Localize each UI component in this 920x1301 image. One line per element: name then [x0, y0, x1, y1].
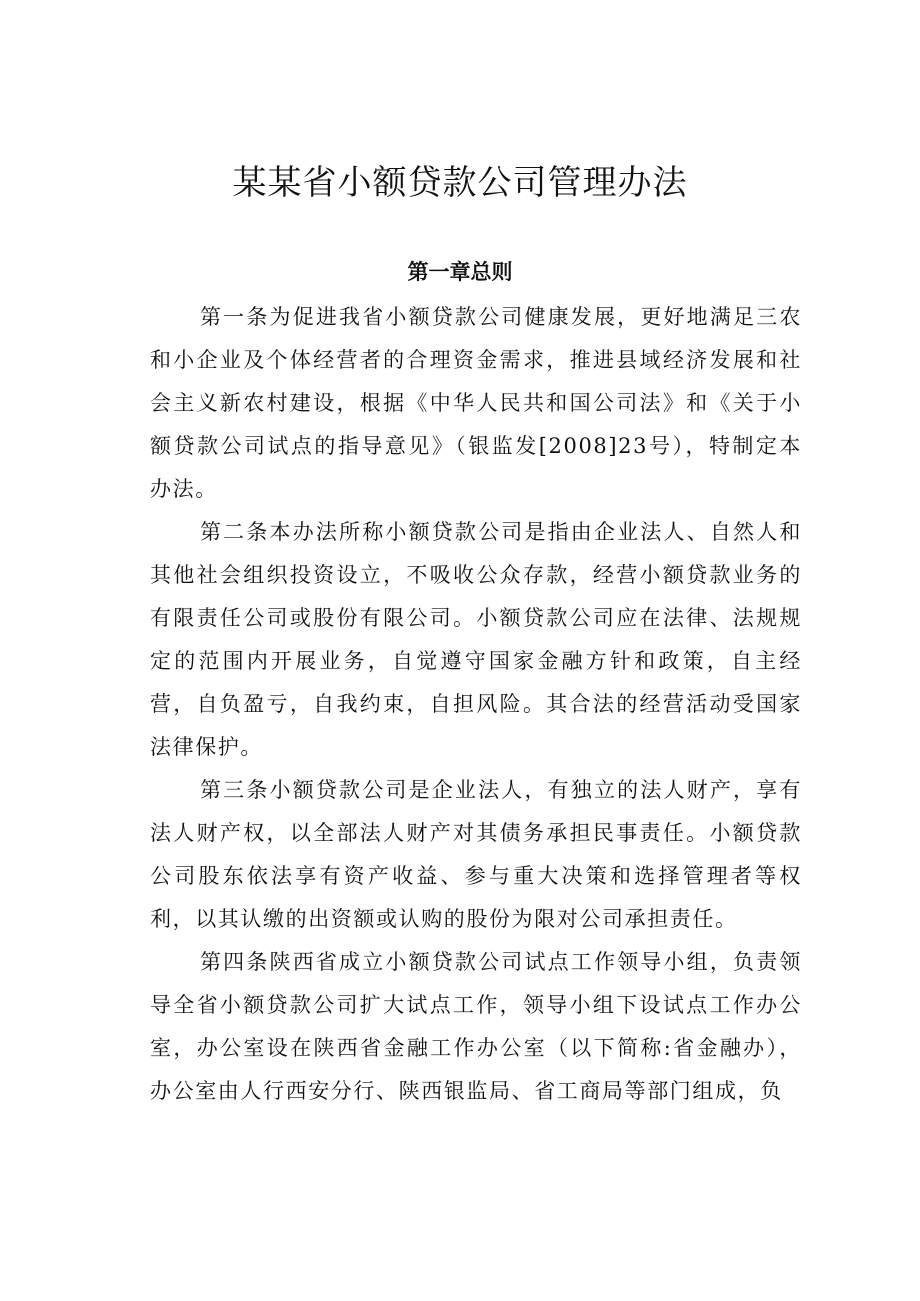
article-4-paragraph: 第四条陕西省成立小额贷款公司试点工作领导小组，负责领导全省小额贷款公司扩大试点工作，领导小组下设试点工作办公室，办公室设在陕西省金融工作办公室（以下简称:省金融办），办公室由人行西安分行、陕西银监局、省工商局等部门组成，负: [150, 950, 802, 1103]
document-body: [150, 296, 802, 1113]
article-3-paragraph: 第三条小额贷款公司是企业法人，有独立的法人财产，享有法人财产权，以全部法人财产对其债务承担民事责任。小额贷款公司股东依法享有资产收益、参与重大决策和选择管理者等权利，以其认缴的出资额或认购的股份为限对公司承担责任。: [150, 778, 802, 931]
article-1-paragraph: 第一条为促进我省小额贷款公司健康发展，更好地满足三农和小企业及个体经营者的合理资金需求，推进县域经济发展和社会主义新农村建设，根据《中华人民共和国公司法》和《关于小额贷款公司试点的指导意见》（银监发[2008]23号），特制定本办法。: [150, 305, 802, 501]
chapter-heading: 第一章总则: [407, 260, 513, 284]
document-title: 某某省小额贷款公司管理办法: [232, 163, 688, 203]
article-2-paragraph: 第二条本办法所称小额贷款公司是指由企业法人、自然人和其他社会组织投资设立，不吸收公众存款，经营小额贷款业务的有限责任公司或股份有限公司。小额贷款公司应在法律、法规规定的范围内开展业务，自觉遵守国家金融方针和政策，自主经营，自负盈亏，自我约束，自担风险。其合法的经营活动受国家法律保护。: [150, 520, 802, 759]
